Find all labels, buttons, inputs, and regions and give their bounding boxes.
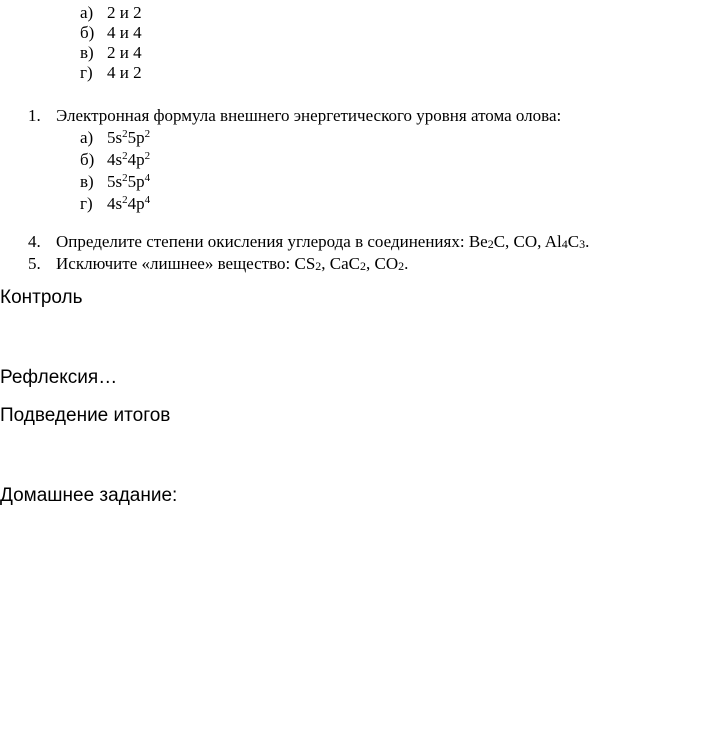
question-1-option-c-formula: $5s^25p^4$ xyxy=(107,172,151,191)
question-5-text: Исключите «лишнее» вещество: CS2, CaC2, CO2. xyxy=(56,254,409,273)
question-4-number: 4. xyxy=(28,232,41,251)
top-option-c-text: 2 и 4 xyxy=(107,43,142,62)
question-5-number: 5. xyxy=(28,254,41,273)
top-option-a-marker: а) xyxy=(80,3,94,22)
question-1-option-a-marker: а) xyxy=(80,128,94,147)
question-1-option-d-marker: г) xyxy=(80,194,93,213)
question-1-option-d-formula: $4s^24p^4$ xyxy=(107,194,151,213)
question-1-option-b-marker: б) xyxy=(80,150,95,169)
top-option-d-text: 4 и 2 xyxy=(107,63,142,82)
question-1-option-b-formula: $4s^24p^2$ xyxy=(107,150,151,169)
question-1-option-a-formula: $5s^25p^2$ xyxy=(107,128,151,147)
question-1-option-c-marker: в) xyxy=(80,172,94,191)
section-summary-heading: Подведение итогов xyxy=(0,405,171,426)
top-option-a-text: 2 и 2 xyxy=(107,3,142,22)
section-control-heading: Контроль xyxy=(0,287,83,308)
question-1-number: 1. xyxy=(28,106,41,125)
question-4-text: Определите степени окисления углерода в соединениях: Be2C, CO, Al4C3. xyxy=(56,232,590,251)
top-option-b-text: 4 и 4 xyxy=(107,23,142,42)
question-1-text: Электронная формула внешнего энергетического уровня атома олова: xyxy=(56,106,562,125)
top-option-d-marker: г) xyxy=(80,63,93,82)
top-option-b-marker: б) xyxy=(80,23,95,42)
section-homework-heading: Домашнее задание: xyxy=(0,485,178,506)
top-option-c-marker: в) xyxy=(80,43,94,62)
section-reflection-heading: Рефлексия… xyxy=(0,367,118,388)
